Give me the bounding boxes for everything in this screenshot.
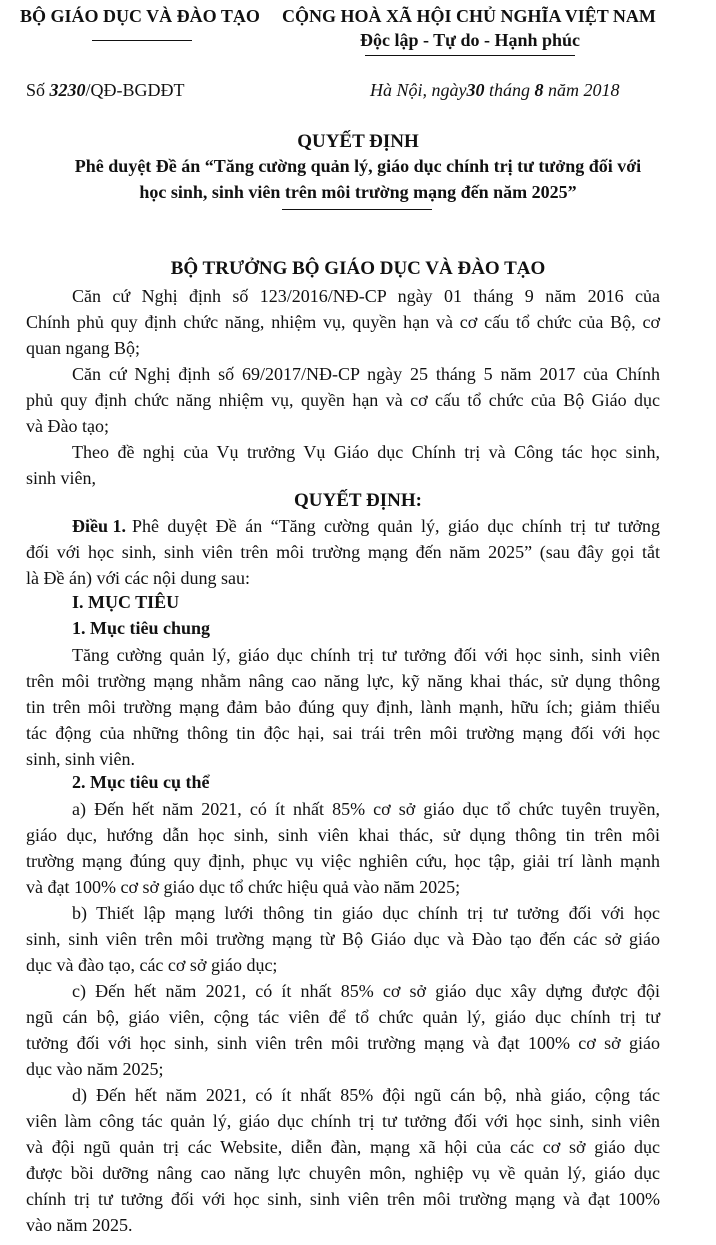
general-line: trên môi trường mạng nhằm nâng cao năng lực, kỹ năng khai thác, sử dụng thông [26,671,660,691]
general-line: sinh, sinh viên. [26,749,136,769]
preamble-line: Theo đề nghị của Vụ trưởng Vụ Giáo dục Chính trị và Công tác học sinh, [72,442,660,462]
article-1-label: Điều 1. [72,516,126,536]
specific-line: ngũ cán bộ, giáo viên, cộng tác viên để tổ chức quản lý, giáo dục chính trị tư [26,1007,660,1027]
specific-line: a) Đến hết năm 2021, có ít nhất 85% cơ sở giáo dục tổ chức tuyên truyền, [72,799,660,819]
section-1-heading: I. MỤC TIÊU [72,592,180,612]
subsection-2-heading: 2. Mục tiêu cụ thể [72,772,210,792]
number-prefix: Số [26,80,46,100]
motto-underline [365,55,575,56]
decision-subtitle-1: Phê duyệt Đề án “Tăng cường quản lý, giáo dục chính trị tư tưởng đối với [74,156,642,176]
place-date [370,80,620,101]
specific-line: và đạt 100% cơ sở giáo dục tổ chức hiệu quả vào năm 2025; [26,877,461,897]
preamble-line: quan ngang Bộ; [26,338,140,358]
place-date-c: năm 2018 [548,80,620,100]
decision-heading: QUYẾT ĐỊNH: [294,490,422,511]
number-handwritten: 3230 [49,80,86,100]
preamble-line: sinh viên, [26,468,96,488]
general-line: Tăng cường quản lý, giáo dục chính trị tư tưởng đối với học sinh, sinh viên [72,645,660,665]
number-suffix: /QĐ-BGDĐT [85,80,185,100]
preamble-line: phủ quy định chức năng nhiệm vụ, quyền hạn và cơ cấu tổ chức của Bộ Giáo dục [26,390,660,410]
specific-line: d) Đến hết năm 2021, có ít nhất 85% đội ngũ cán bộ, nhà giáo, cộng tác [72,1085,660,1105]
place-date-b: tháng [489,80,531,100]
general-line: tin trên môi trường mạng đảm bảo đúng quy định, lành mạnh, hữu ích; giảm thiểu [26,697,660,717]
article-1-line-3: là Đề án) với các nội dung sau: [26,568,250,588]
motto: Độc lập - Tự do - Hạnh phúc [360,30,581,50]
place-date-a: Hà Nội, ngày [370,80,467,100]
preamble-line: Căn cứ Nghị định số 69/2017/NĐ-CP ngày 25 tháng 5 năm 2017 của Chính [72,364,660,384]
article-1-text: Phê duyệt Đề án “Tăng cường quản lý, giáo dục chính trị tư tưởng [132,516,660,536]
article-1-line-1 [72,516,660,537]
specific-line: sinh, sinh viên trên môi trường mạng từ Bộ Giáo dục và Đào tạo đến các sở giáo [26,929,660,949]
ministry-name: BỘ GIÁO DỤC VÀ ĐÀO TẠO [20,6,260,26]
country-name: CỘNG HOÀ XÃ HỘI CHỦ NGHĨA VIỆT NAM [282,6,656,26]
specific-line: dục vào năm 2025; [26,1059,164,1079]
specific-line: dục và đào tạo, các cơ sở giáo dục; [26,955,278,975]
decision-title: QUYẾT ĐỊNH [297,131,419,152]
specific-line: được bồi dưỡng nâng cao năng lực chuyên môn, nghiệp vụ về quản lý, giáo dục [26,1163,660,1183]
specific-line: giáo dục, hướng dẫn học sinh, sinh viên khai thác, sử dụng thông tin trên môi [26,825,660,845]
subsection-1-heading: 1. Mục tiêu chung [72,618,211,638]
specific-line: tưởng đối với học sinh, sinh viên trên môi trường mạng và đạt 100% cơ sở giáo [26,1033,660,1053]
document-number [26,80,185,101]
general-line: tác động của những thông tin độc hại, sai trái trên môi trường mạng đối với học [26,723,660,743]
month-handwritten: 8 [534,80,544,100]
title-underline [282,209,432,210]
authority-heading: BỘ TRƯỞNG BỘ GIÁO DỤC VÀ ĐÀO TẠO [170,258,546,279]
specific-line: c) Đến hết năm 2021, có ít nhất 85% cơ sở giáo dục xây dựng được đội [72,981,660,1001]
specific-line: trường mạng đúng quy định, phục vụ việc nghiên cứu, học tập, giải trí lành mạnh [26,851,660,871]
decision-subtitle-2: học sinh, sinh viên trên môi trường mạng đến năm 2025” [139,182,577,202]
specific-line: và đội ngũ quản trị các Website, diễn đàn, mạng xã hội của các cơ sở giáo dục [26,1137,660,1157]
day-handwritten: 30 [466,80,485,100]
specific-line: b) Thiết lập mạng lưới thông tin giáo dục chính trị tư tưởng đối với học [72,903,660,923]
ministry-underline [92,40,192,41]
preamble-line: Chính phủ quy định chức năng, nhiệm vụ, quyền hạn và cơ cấu tổ chức của Bộ, cơ [26,312,660,332]
article-1-line-2: đối với học sinh, sinh viên trên môi trường mạng đến năm 2025” (sau đây gọi tắt [26,542,660,562]
preamble-line: Căn cứ Nghị định số 123/2016/NĐ-CP ngày 01 tháng 9 năm 2016 của [72,286,660,306]
specific-line: chính trị tư tưởng đối với học sinh, sinh viên trên môi trường mạng và đạt 100% [26,1189,660,1209]
specific-line: viên làm công tác quản lý, giáo dục chính trị tư tưởng đối với học sinh, sinh viên [26,1111,660,1131]
specific-line: vào năm 2025. [26,1215,133,1235]
preamble-line: và Đào tạo; [26,416,109,436]
